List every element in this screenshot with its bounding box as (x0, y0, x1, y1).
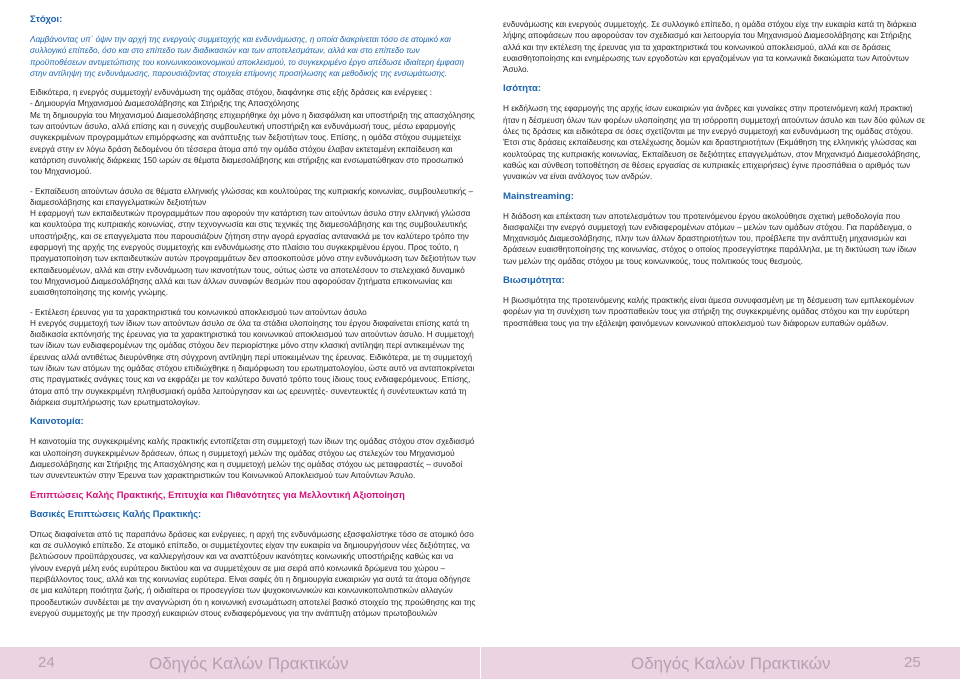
targets-heading: Στόχοι: (30, 14, 63, 25)
sustainability-heading: Βιωσιμότητα: (503, 275, 565, 287)
mechanism-bullet-title: - Δημιουργία Μηχανισμού Διαμεσολάβησης και Στήριξης της Απασχόλησης (30, 99, 300, 109)
results-heading: Επιπτώσεις Καλής Πρακτικής, Επιτυχία και Πιθανότητες για Μελλοντική Αξιοποίηση (30, 489, 405, 501)
footer-divider (480, 647, 481, 679)
innovation-text: Η καινοτομία της συγκεκριμένης καλής πρακτικής εντοπίζεται στη συμμετοχή των ίδιων της ομάδας στόχου στον σχεδιασμό και υλοποίηση συγκεκριμένων δράσεων, όπως η συμμετοχή μελών της ομάδας στόχου ως στελεχών του Μηχανισμού Διαμεσολάβησης και Στήριξης της Απασχόλησης και η συμμετοχή μελών της ομάδας στόχου ως μεταφραστές – συνοδοί των συνεντευκτών στην Έρευνα των χαρακτηριστικών του Κοινωνικού Αποκλεισμού των Αιτούντων Άσυλο. (30, 437, 475, 481)
targets-lead: Λαμβάνοντας υπ΄ όψιν την αρχή της ενεργούς συμμετοχής και ενδυνάμωσης, η οποία διακρίνεται τόσο σε ατομικό και συλλογικό επίπεδο, όσο και στο επίπεδο των διαδικασιών και των αποτελεσμάτων, αλλά και στο επίπεδο των προϋποθέσεων αντιμετώπισης του κοινωνικοοικονομικού αποκλεισμού, το συγκεκριμένο έργο απέδωσε ιδιαίτερη έμφαση στην αντίληψη της ενδυνάμωσης, παρουσιάζοντας στοιχεία επίμονης προσήλωσης και μεθοδικής της ενσωμάτωσης. (30, 35, 465, 78)
targets-paragraph: Ειδικότερα, η ενεργός συμμετοχή/ ενδυνάμωση της ομάδας στόχου, διαφάνηκε στις εξής δράσεις και ενέργειες : (30, 88, 433, 98)
innovation-heading: Καινοτομία: (30, 416, 84, 428)
research-bullet-title: - Εκτέλεση έρευνας για τα χαρακτηριστικά του κοινωνικού αποκλεισμού των αιτούντων άσυλο (30, 307, 367, 317)
mainstreaming-heading: Mainstreaming: (503, 190, 574, 202)
footer-title-right: Οδηγός Καλών Πρακτικών (631, 654, 831, 673)
footer-title-left: Οδηγός Καλών Πρακτικών (149, 654, 349, 673)
equality-text: Η εκδήλωση της εφαρμογής της αρχής ίσων ευκαιριών για άνδρες και γυναίκες στην προτεινόμενη καλή πρακτική ήταν η δέσμευση όλων των φορέων υλοποίησης για τη ισόρροπη συμμετοχή αιτούντων άσυλο και των δύο φύλων σε όλες τις δράσεις και ειδικότερα σε όσες σχετίζονται με την ενεργό συμμετοχή και ενδυνάμωση της ομάδας στόχου. Έτσι στις δράσεις εκπαίδευσης και στελέχωσης δομών και δραστηριοτήτων (Εκμάθηση της ελληνικής γλώσσας και κουλτούρας της κυπριακής κοινωνίας, Εκπαίδευση σε δεξιότητες επαγγελμάτων, στον Μηχανισμό Διαμεσολάβησης, καθώς και σύνθεση τοποθέτηση σε θέσεις εργασίας σε κυπριακές επιχειρήσεις) έγινε προσπάθεια ο αριθμός των γυναικών να είναι ανάλογος των ανδρών. (503, 104, 926, 182)
right-intro-text: ενδυνάμωσης και ενεργούς συμμετοχής. Σε συλλογικό επίπεδο, η ομάδα στόχου είχε την ευκαιρία κατά τη διάρκεια λήψης αποφάσεων που αφορούσαν τον σχεδιασμό και λειτουργία του Μηχανισμού Διαμεσολάβησης και Στήριξης αλλά και την εκτέλεση της έρευνας για τα χαρακτηριστικά του κοινωνικού αποκλεισμού, αλλά και σε δράσεις ευαισθητοποίησης και ενημέρωσης των εργοδοτών και εργαζομένων για τα κοινωνικά δικαιώματα των Αιτούντων Άσυλο. (503, 20, 917, 75)
right-page-column (503, 19, 931, 337)
basic-impact-heading: Βασικές Επιπτώσεις Καλής Πρακτικής: (30, 509, 202, 520)
training-bullet-text: Η εφαρμογή των εκπαιδευτικών προγραμμάτων που αφορούν την κατάρτιση των αιτούντων άσυλο στην ελληνική γλώσσα και κουλτούρα της κυπριακής κοινωνίας, στην τεχνογνωσία και στις τεχνικές της διαμεσολάβησης και της συμβουλευτικής υποστήριξης, και σε επαγγελματα που παρουσιάζουν ζήτηση στην αγορά εργασίας αντανακλά με τον καλύτερο τρόπο την εφαρμογή της αρχής της ενεργούς συμμετοχής και ενδυνάμωσης στο πλαίσιο του συγκεκριμένου έργου. Προς τούτο, η πραγματοποίηση των εκπαιδευτικών αυτών προγραμμάτων δεν αποσκοπούσε μόνο στην ενδυνάμωση των δεξιοτήτων των εκπαιδευομένων, αλλά και στην ενδυνάμωση των ικανοτήτων τους, ούτως ώστε να αποτελέσουν το στελεχιακό δυναμικό του Μηχανισμού Διαμεσολάβησης αλλά και των άλλων συναφών θεσμών που αφορούσαν ζητήματα επικοινωνίας και ευαισθητοποίησης της κοινής γνώμης. (30, 209, 476, 298)
sustainability-text: Η βιωσιμότητα της προτεινόμενης καλής πρακτικής είναι άμεσα συνυφασμένη με τη δέσμευση των εμπλεκομένων φορέων για τη συνέχιση των προσπαθειών τους για στήριξη της συγκεκριμένης ομάδας στόχου και την ευρύτερη προσπάθεια τους για την εξάλειψη φαινόμενων κοινωνικού αποκλεισμού των διάφορων ευπαθών ομάδων. (503, 296, 914, 328)
page-number-right: 25 (904, 654, 921, 671)
mainstreaming-text: Η διάδοση και επέκταση των αποτελεσμάτων του προτεινόμενου έργου ακολούθησε σχετική μεθοδολογία που διασφαλίζει την ενεργό συμμετοχή των ενδιαφερομένων ατόμων – μελών των ομάδων στόχου. Για παράδειγμα, ο Μηχανισμός Διαμεσολάβησης, πλην των άλλων δραστηριοτήτων του, προέβλεπε την ανάπτυξη μηχανισμών και δράσεων ευαισθητοποίησης της κοινωνίας, στόχος ο οποίος προσεγγίστηκε παράλληλα, με τη δικτύωση των ίδιων των μελών της ομάδας στόχου με τους κοινωνικούς, τους πολιτικούς τους θεσμούς. (503, 211, 917, 266)
left-page-column (30, 14, 477, 627)
page-number-left: 24 (38, 654, 55, 671)
research-bullet-text: Η ενεργός συμμετοχή των ίδιων των αιτούντων άσυλο σε όλα τα στάδια υλοποίησης του έργου διαφαίνεται επίσης κατά τη διαδικασία εκπόνησής της έρευνας για τα χαρακτηριστικά του κοινωνικού αποκλεισμού των αιτούντων άσυλο. Η συμμετοχή των ίδιων των ενδιαφερομένων της ομάδας στόχου δεν περιορίστηκε μόνο στην κλασική αντίληψη περί αντικειμένων της έρευνας αλλά αντιθέτως διευρύνθηκε στη σύγχρονη αντίληψη περί υποκειμένων της έρευνας. Ειδικότερα, με τη συμμετοχή των ίδιων των ατόμων της ομάδας στόχου επιδιώχθηκε η διαμόρφωση του ερωτηματολογίου, ώστε αυτό να ανταποκρίνεται στις πραγματικές ανάγκες τους και να εκφράζει με τον καλύτερο δυνατό τρόπο τους ίδιους τους ενδιαφερόμενους. Επίσης, άτομα από την συγκεκριμένη πληθυσμιακή ομάδα λειτούργησαν και ως ερευνητές- συνεντευκτές ή συνέντευκτων κατά τη διάρκεια συμπλήρωσης των ερωτηματολογίων. (30, 318, 475, 407)
training-bullet-title: - Εκπαίδευση αιτούντων άσυλο σε θέματα ελληνικής γλώσσας και κουλτούρας της κυπριακής κοινωνίας, συμβουλευτικής – διαμεσολάβησης και επαγγελματικών δεξιοτήτων (30, 186, 474, 207)
equality-heading: Ισότητα: (503, 83, 542, 95)
mechanism-bullet-text: Με τη δημιουργία του Μηχανισμού Διαμεσολάβησης επιχειρήθηκε όχι μόνο η διασφάλιση και υποστήριξη της απασχόλησης των αιτούντων άσυλο, αλλά επίσης και η συνεχής συμβουλευτική υποστήριξη και ενδυνάμωσή τους, μέσω εφαρμογής συγκεκριμένων προγραμμάτων επιμόρφωσης και ανάπτυξης των δεξιοτήτων τους. Επίσης, η ομάδα στόχου συμμετείχε ενεργά στην εν λόγω δράση δεδομένου ότι τέσσερα άτομα από την ομάδα στόχου έλαβαν εκτεταμένη εκπαίδευση και κατάρτιση συνολικής διάρκειας 150 ωρών σε θέματα διαμεσολάβησης και στήριξης και ενσωματώθηκαν στο προσωπικό του Μηχανισμού. (30, 110, 475, 177)
basic-impact-text: Όπως διαφαίνεται από τις παραπάνω δράσεις και ενέργειες, η αρχή της ενδυνάμωσης εξασφαλίστηκε τόσο σε ατομικό όσο και σε συλλογικό επίπεδο. Σε ατομικό επίπεδο, οι συμμετέχοντες είχαν την ευκαιρία να δημιουργήσουν νέες δεξιότητες, να βελτιώσουν προϋπάρχουσες, να καλλιεργήσουν και να αναπτύξουν ικανότητες κοινωνικής υποστήριξης καθώς και να γίνουν ενεργά μέλη ενός ευρύτερου δικτύου και να συμμετέχουν σε μια σειρά από κοινωνικά δρώμενα του χώρου – περιβάλλοντος τους, αλλά και της κοινωνίας ευρύτερα. Είναι σαφές ότι η δημιουργία ευκαιριών για αυτά τα άτομα οδήγησε σε μια καλύτερη ποιότητα ζωής, ή οιδιαίτερα οι προσεγγίσει των ψυχοκοινωνικών και κοινωνικοπολιτιστικών αλλαγών προοδευτικών συνδέεται με την αναγνώριση ότι η κοινωνική ενσωμάτωση αποτελεί βασικό στοιχείο της προώθησης και της ενεργού συμμετοχής με την προσχή ευκαιριών στους ενδιαφερόμενους για την ανάπτυξη ατόμων πρωτοβουλιών (30, 529, 476, 618)
